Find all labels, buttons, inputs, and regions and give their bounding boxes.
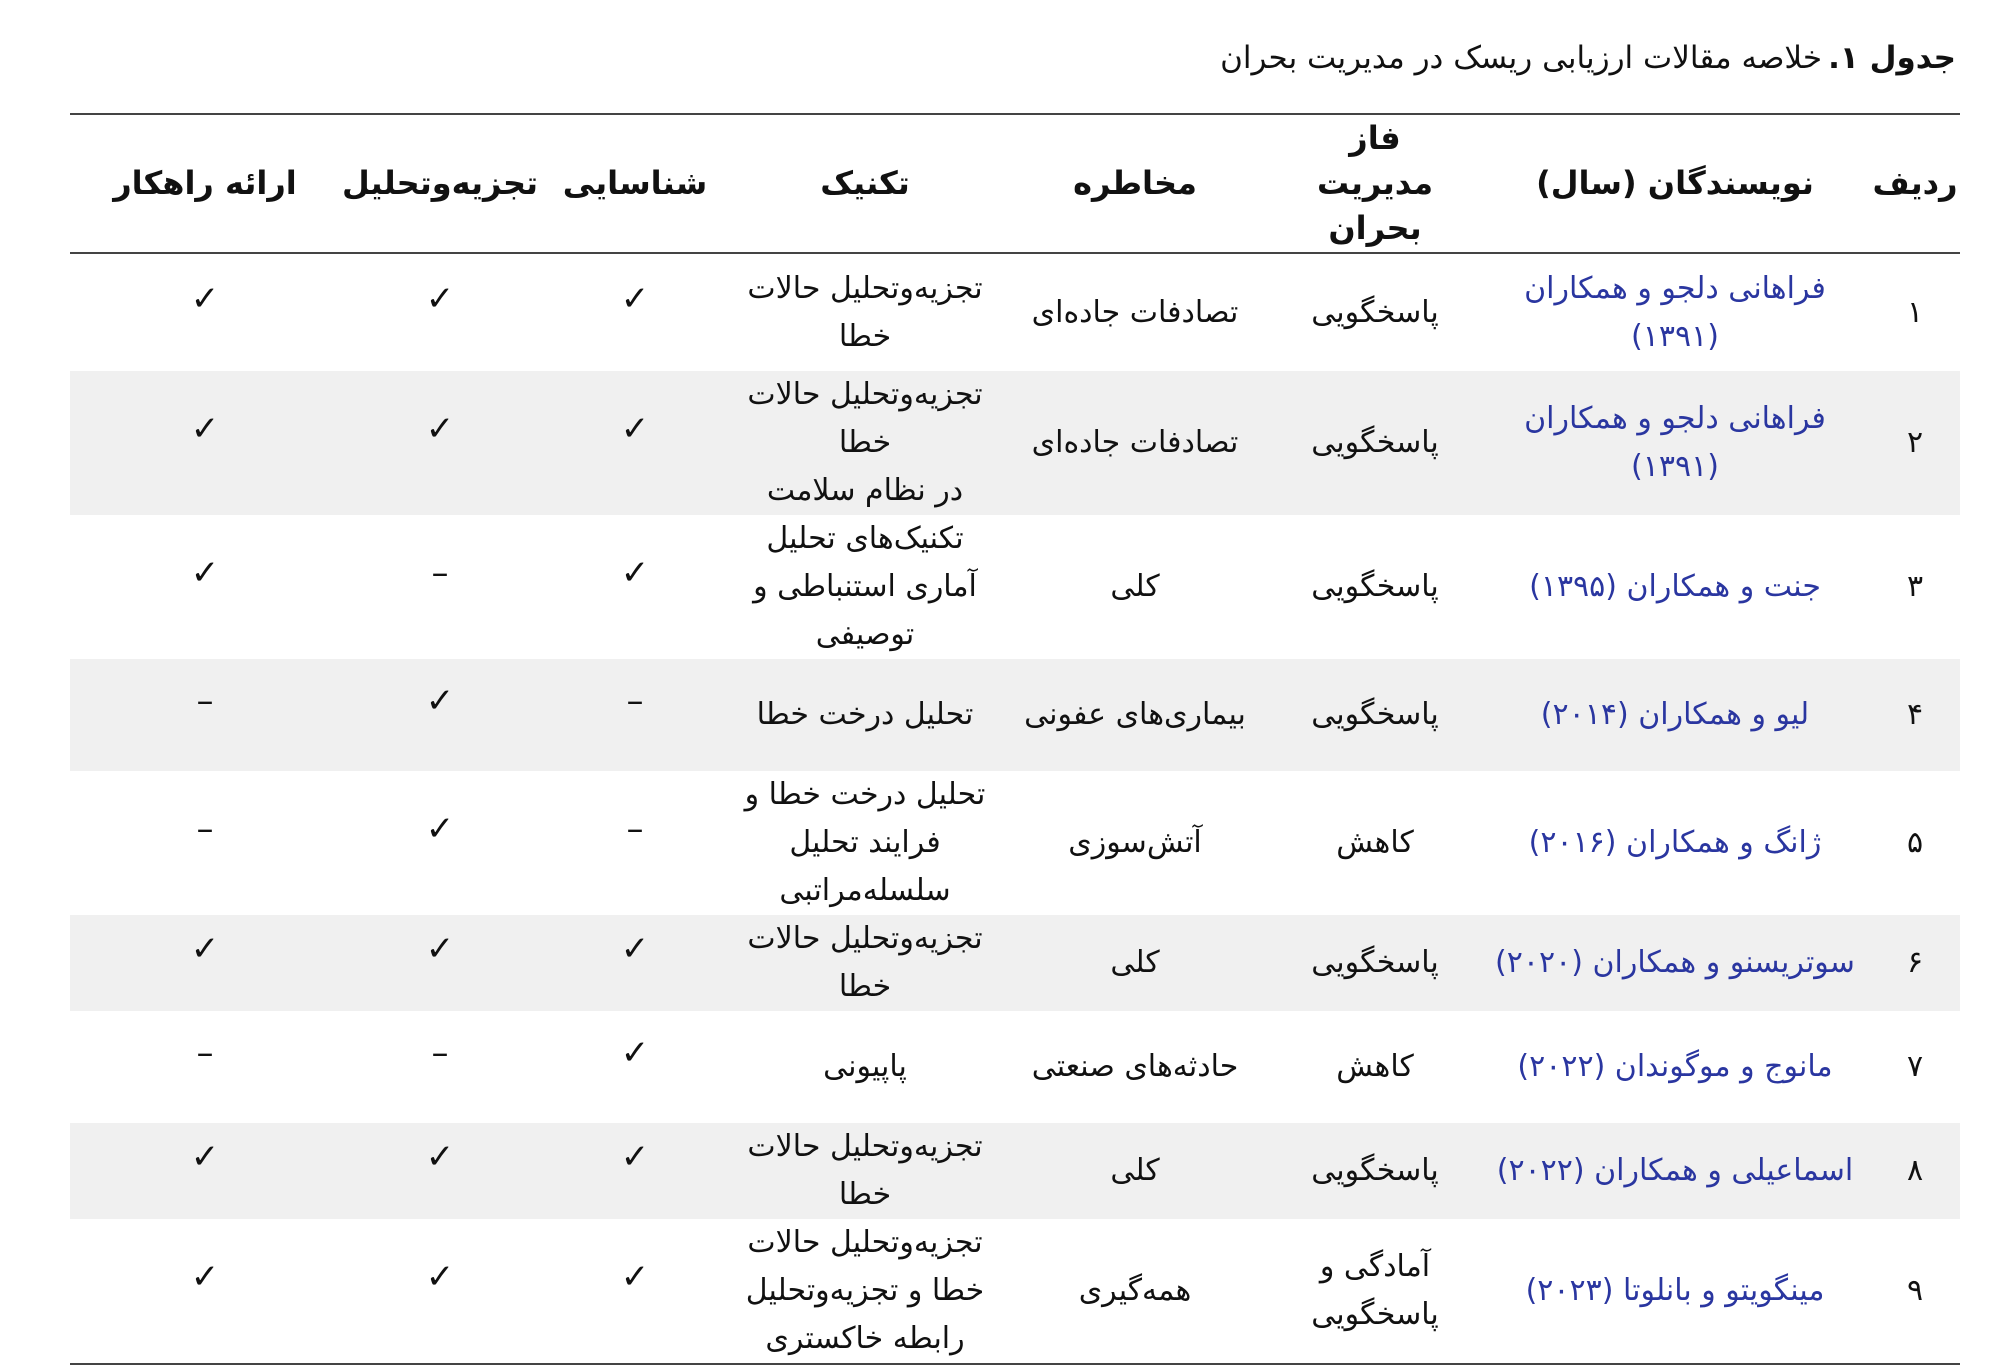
cell-solution-value: –: [196, 1033, 214, 1073]
cell-analysis: [340, 659, 540, 771]
cell-hazard: تصادفات جاده‌ای: [1031, 294, 1239, 330]
caption-text: خلاصه مقالات ارزیابی ریسک در مدیریت بحران: [1220, 40, 1823, 76]
cell-identification-value: ✓: [620, 1137, 650, 1177]
cell-solution: [70, 253, 340, 371]
cell-analysis-value: ✓: [425, 929, 455, 969]
header-row: [70, 114, 1960, 253]
caption-label: جدول ۱.: [1828, 40, 1956, 76]
cell-phase: پاسخگویی: [1270, 371, 1480, 515]
cell-row: ۹: [1870, 1219, 1960, 1364]
header-technique: تکنیک: [730, 114, 1000, 253]
cell-technique: تجزیه‌وتحلیل حالات خطا و تجزیه‌وتحلیل رابطه خاکستری: [730, 1219, 1000, 1364]
cell-solution: [70, 659, 340, 771]
cell-phase: پاسخگویی: [1270, 1123, 1480, 1219]
cell-hazard: آتش‌سوزی: [1068, 825, 1202, 860]
cell-technique: پاپیونی: [823, 1049, 907, 1084]
cell-solution: [70, 515, 340, 659]
cell-solution: [70, 915, 340, 1011]
cell-solution-value: ✓: [190, 1137, 220, 1177]
cell-identification-value: ✓: [620, 553, 650, 593]
cell-phase: کاهش: [1336, 1049, 1414, 1084]
cell-identification-value: –: [626, 809, 644, 849]
cell-hazard: کلی: [1000, 1123, 1270, 1219]
cell-identification-value: ✓: [620, 278, 650, 319]
cell-hazard: کلی: [1000, 915, 1270, 1011]
table-row: [70, 915, 1960, 1011]
cell-analysis-value: ✓: [425, 1257, 455, 1297]
cell-solution: [70, 1219, 340, 1364]
header-row-number: ردیف: [1870, 114, 1960, 253]
cell-authors: لیو و همکاران (۲۰۱۴): [1480, 659, 1870, 771]
table-caption: [1220, 40, 1956, 76]
cell-row: ۳: [1906, 569, 1924, 604]
cell-identification-value: ✓: [620, 409, 650, 449]
cell-solution-value: ✓: [190, 929, 220, 969]
cell-solution-value: –: [196, 809, 214, 849]
cell-solution-value: ✓: [190, 553, 220, 593]
cell-row: ۵: [1906, 825, 1924, 860]
cell-row: ۸: [1870, 1123, 1960, 1219]
header-phase: فاز مدیریت بحران: [1270, 114, 1480, 253]
cell-analysis-value: –: [431, 553, 449, 593]
header-hazard: مخاطره: [1000, 114, 1270, 253]
cell-identification: [540, 659, 730, 771]
cell-analysis: [340, 1219, 540, 1364]
cell-technique: تجزیه‌وتحلیل حالات خطا: [730, 915, 1000, 1011]
cell-technique: تجزیه‌وتحلیل حالات خطا: [730, 1123, 1000, 1219]
cell-hazard: کلی: [1110, 569, 1160, 604]
cell-identification-value: –: [626, 681, 644, 721]
cell-technique: تحلیل درخت خطا: [730, 659, 1000, 771]
table-body: [70, 253, 1960, 1364]
header-analysis: تجزیه‌وتحلیل: [340, 114, 540, 253]
cell-analysis-value: ✓: [425, 278, 455, 319]
cell-identification: [540, 1219, 730, 1364]
cell-solution-value: –: [196, 681, 214, 721]
cell-identification: [540, 915, 730, 1011]
cell-authors: جنت و همکاران (۱۳۹۵): [1529, 569, 1821, 604]
header-identification: شناسایی: [540, 114, 730, 253]
cell-identification: [540, 253, 730, 371]
risk-assessment-table: [70, 113, 1960, 1365]
cell-authors: ژانگ و همکاران (۲۰۱۶): [1528, 825, 1822, 860]
cell-row: ۱: [1906, 294, 1924, 330]
cell-authors: فراهانی دلجو و همکاران (۱۳۹۱): [1524, 270, 1826, 354]
cell-technique: تکنیک‌های تحلیل آماری استنباطی و توصیفی: [753, 521, 977, 652]
cell-analysis-value: –: [431, 1033, 449, 1073]
cell-identification-value: ✓: [620, 1033, 650, 1073]
header-solution: ارائه راهکار: [70, 114, 340, 253]
cell-solution: [70, 771, 340, 915]
cell-identification: [540, 1123, 730, 1219]
cell-hazard: بیماری‌های عفونی: [1000, 659, 1270, 771]
cell-row: ۲: [1870, 371, 1960, 515]
cell-technique: تحلیل درخت خطا و فرایند تحلیل سلسله‌مراتبی: [744, 777, 986, 908]
table-row: [70, 1219, 1960, 1364]
cell-solution: [70, 1011, 340, 1123]
cell-authors: اسماعیلی و همکاران (۲۰۲۲): [1480, 1123, 1870, 1219]
cell-hazard: تصادفات جاده‌ای: [1000, 371, 1270, 515]
cell-row: ۷: [1906, 1049, 1924, 1084]
cell-solution-value: ✓: [190, 409, 220, 449]
cell-analysis: [340, 515, 540, 659]
table-row: [70, 371, 1960, 515]
cell-solution-value: ✓: [190, 278, 220, 319]
table-row: [70, 659, 1960, 771]
cell-analysis: [340, 371, 540, 515]
table-row: [70, 1011, 1960, 1123]
cell-row: ۴: [1870, 659, 1960, 771]
cell-technique: تجزیه‌وتحلیل حالات خطا در نظام سلامت: [730, 371, 1000, 515]
header-authors: نویسندگان (سال): [1480, 114, 1870, 253]
cell-solution: [70, 1123, 340, 1219]
cell-authors: مینگویتو و بانلوتا (۲۰۲۳): [1480, 1219, 1870, 1364]
cell-analysis: [340, 253, 540, 371]
table-row: [70, 1123, 1960, 1219]
cell-analysis-value: ✓: [425, 809, 455, 849]
cell-phase: پاسخگویی: [1311, 294, 1439, 330]
cell-hazard: حادثه‌های صنعتی: [1031, 1049, 1239, 1084]
cell-phase: آمادگی و پاسخگویی: [1270, 1219, 1480, 1364]
cell-technique: تجزیه‌وتحلیل حالات خطا: [747, 270, 983, 354]
cell-row: ۶: [1870, 915, 1960, 1011]
cell-analysis: [340, 771, 540, 915]
cell-identification: [540, 1011, 730, 1123]
table-row: [70, 515, 1960, 659]
cell-hazard: همه‌گیری: [1000, 1219, 1270, 1364]
cell-solution-value: ✓: [190, 1257, 220, 1297]
cell-phase: پاسخگویی: [1311, 569, 1439, 604]
cell-identification-value: ✓: [620, 1257, 650, 1297]
cell-analysis: [340, 1011, 540, 1123]
cell-identification: [540, 515, 730, 659]
cell-authors: مانوج و موگوندان (۲۰۲۲): [1517, 1049, 1833, 1084]
cell-authors: سوتریسنو و همکاران (۲۰۲۰): [1480, 915, 1870, 1011]
cell-analysis: [340, 915, 540, 1011]
cell-identification-value: ✓: [620, 929, 650, 969]
table-row: [70, 253, 1960, 371]
cell-solution: [70, 371, 340, 515]
cell-phase: کاهش: [1336, 825, 1414, 860]
cell-analysis: [340, 1123, 540, 1219]
cell-analysis-value: ✓: [425, 1137, 455, 1177]
cell-identification: [540, 771, 730, 915]
table-row: [70, 771, 1960, 915]
cell-identification: [540, 371, 730, 515]
cell-phase: پاسخگویی: [1270, 659, 1480, 771]
cell-authors: فراهانی دلجو و همکاران (۱۳۹۱): [1480, 371, 1870, 515]
cell-analysis-value: ✓: [425, 681, 455, 721]
cell-phase: پاسخگویی: [1270, 915, 1480, 1011]
cell-analysis-value: ✓: [425, 409, 455, 449]
